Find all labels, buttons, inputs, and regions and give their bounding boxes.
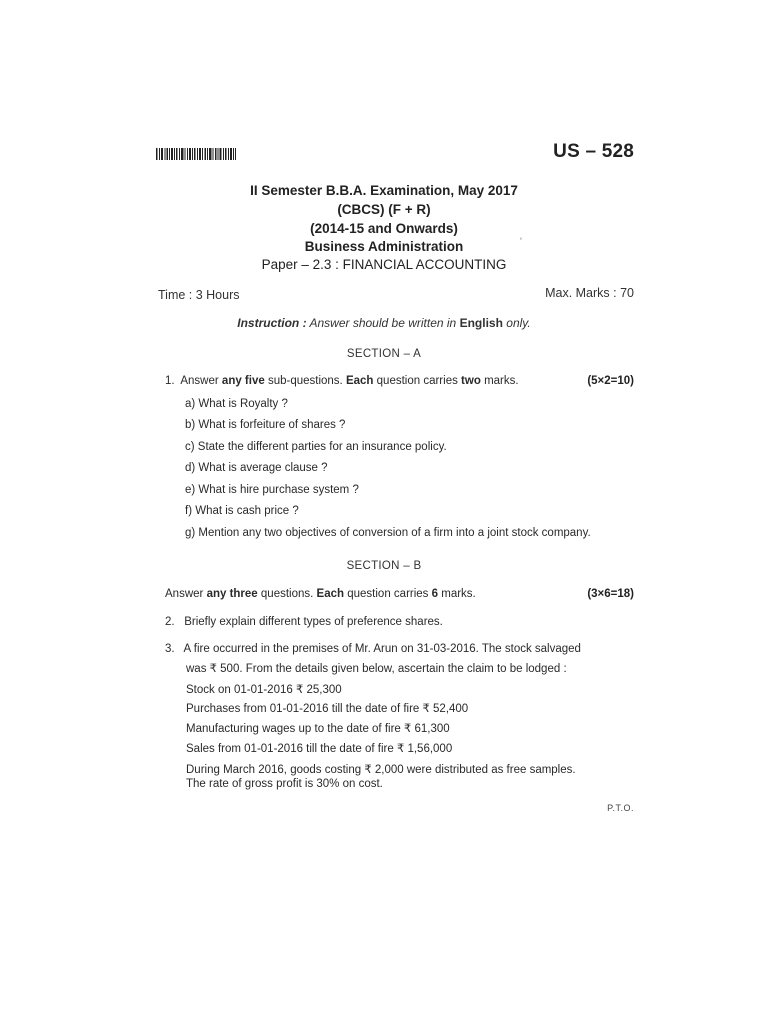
stray-mark: ‘ <box>520 236 522 246</box>
sb-text: Answer <box>165 588 204 600</box>
sub-question: e) What is hire purchase system ? <box>185 484 359 496</box>
fire-detail: Stock on 01-01-2016 ₹ 25,300 <box>186 684 342 696</box>
question-3 <box>165 643 581 655</box>
sub-question: a) What is Royalty ? <box>185 398 288 410</box>
sb-emph: Each <box>316 588 345 600</box>
sub-question: b) What is forfeiture of shares ? <box>185 419 346 431</box>
sb-emph: 6 <box>431 588 439 600</box>
instruction-prefix: Answer should be written in <box>309 316 457 330</box>
sub-question: c) State the different parties for an insurance policy. <box>185 441 447 453</box>
section-b-title: SECTION – B <box>346 560 422 572</box>
question-number: 1. <box>165 375 175 387</box>
time-label: Time : 3 Hours <box>158 288 240 302</box>
paper-title: Paper – 2.3 : FINANCIAL ACCOUNTING <box>261 257 507 272</box>
q1-text: sub-questions. <box>267 375 343 387</box>
section-a-title: SECTION – A <box>346 348 422 360</box>
question-number: 2. <box>165 616 175 628</box>
barcode <box>156 148 236 160</box>
question-3-note: The rate of gross profit is 30% on cost. <box>186 778 383 790</box>
sb-text: questions. <box>260 588 314 600</box>
q1-text: question carries <box>376 375 458 387</box>
scheme-line: (CBCS) (F + R) <box>337 202 431 217</box>
question-number: 3. <box>165 643 175 655</box>
question-2 <box>165 616 443 628</box>
instruction-language: English <box>459 316 503 330</box>
question-text: Briefly explain different types of preference shares. <box>184 616 443 628</box>
fire-detail: Sales from 01-01-2016 till the date of fire ₹ 1,56,000 <box>186 743 453 755</box>
question-3-note: During March 2016, goods costing ₹ 2,000 were distributed as free samples. <box>186 764 576 776</box>
section-b-marks: (3×6=18) <box>587 588 634 600</box>
paper-code: US – 528 <box>553 141 634 162</box>
sb-emph: any three <box>206 588 258 600</box>
sub-question: g) Mention any two objectives of conversion of a firm into a joint stock company. <box>185 527 591 539</box>
sub-question: d) What is average clause ? <box>185 462 328 474</box>
question-3-line2: was ₹ 500. From the details given below, ascertain the claim to be lodged : <box>186 663 567 675</box>
q1-text: Answer <box>180 375 219 387</box>
sb-text: question carries <box>347 588 429 600</box>
section-a-marks: (5×2=10) <box>587 375 634 387</box>
question-text: A fire occurred in the premises of Mr. Arun on 31-03-2016. The stock salvaged <box>183 643 581 655</box>
question-1 <box>165 375 519 387</box>
subject-line: Business Administration <box>304 239 464 254</box>
instruction <box>0 316 768 330</box>
instruction-label: Instruction : <box>237 316 307 330</box>
q1-text: marks. <box>484 375 519 387</box>
year-line: (2014-15 and Onwards) <box>310 221 458 236</box>
pto-label: P.T.O. <box>607 803 634 813</box>
sb-text: marks. <box>441 588 476 600</box>
section-b-instruction <box>165 588 476 600</box>
exam-title: II Semester B.B.A. Examination, May 2017 <box>250 183 518 198</box>
fire-detail: Purchases from 01-01-2016 till the date of fire ₹ 52,400 <box>186 703 469 715</box>
instruction-suffix: only. <box>506 316 531 330</box>
q1-emph: Each <box>345 375 374 387</box>
sub-question: f) What is cash price ? <box>185 505 299 517</box>
max-marks-label: Max. Marks : 70 <box>545 286 634 300</box>
q1-emph: two <box>461 375 481 387</box>
fire-detail: Manufacturing wages up to the date of fire ₹ 61,300 <box>186 723 450 735</box>
q1-emph: any five <box>221 375 265 387</box>
